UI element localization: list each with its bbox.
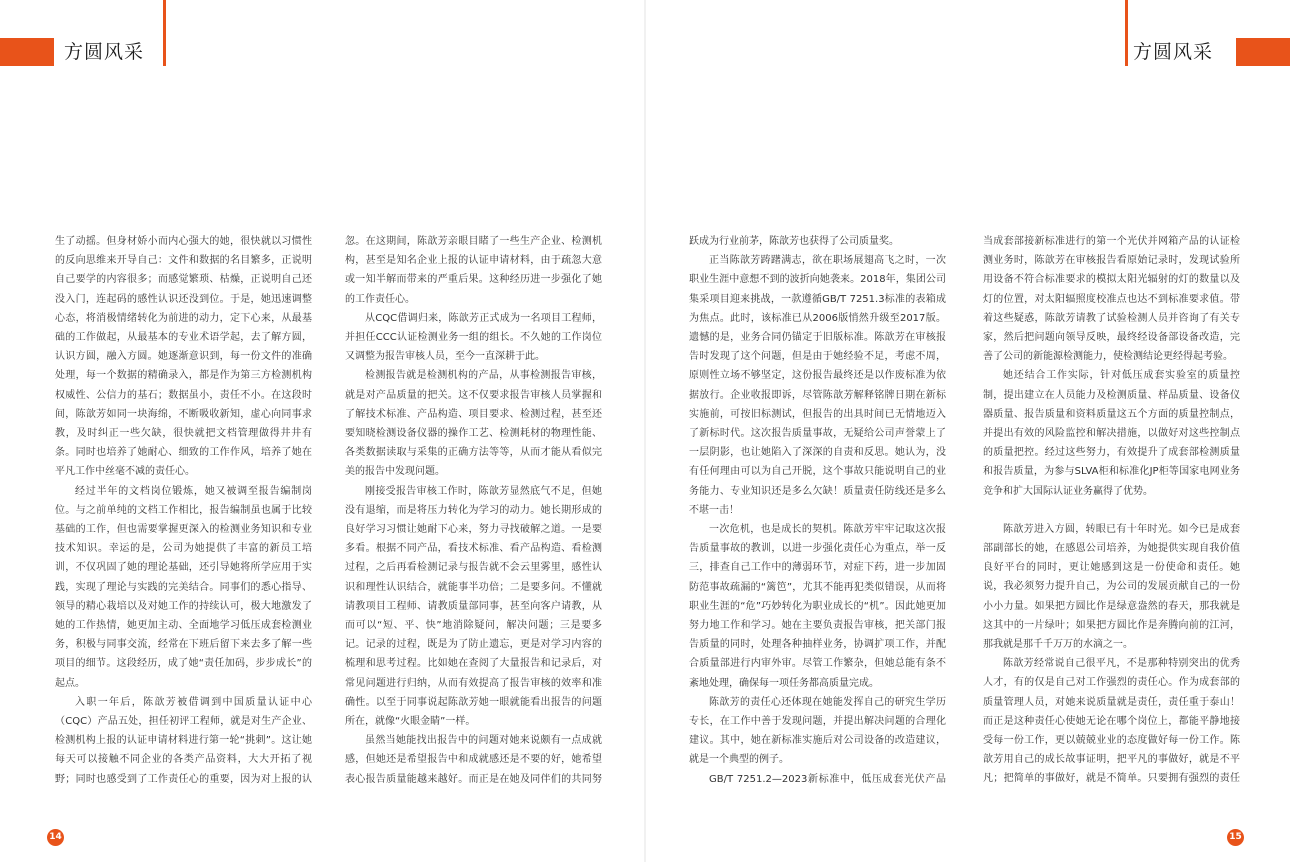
text-column-1 <box>55 232 312 792</box>
paragraph: 一次危机，也是成长的契机。陈歆芳牢牢记取这次报告质量事故的教训，以进一步强化责任心为重点，举一反三，排查自己工作中的薄弱环节，对症下药，进一步加固防范事故疏漏的“篱笆”，尤其不能再犯类似错误，从而将职业生涯的“危”巧妙转化为职业成长的“机”。因此她更加努力地工作和学习。她在主要负责报告审核，把关部门报告质量的同时，处理各种抽样业务，协调扩项工作，并配合质量部进行内审外审。尽管工作繁杂，但她总能有条不紊地处理，确保每一项任务都高质量完成。 <box>689 524 946 689</box>
paragraph: 正当陈歆芳踌躇满志，欲在职场展翅高飞之时，一次职业生涯中意想不到的波折向她袭来。2018年，集团公司集采项目迎来挑战，一款遵循GB/T 7251.3标准的表箱成为焦点。此时，该标准已从2006版悄然升级至2017版。遗憾的是，业务合同仍锚定于旧版标准。陈歆芳在审核报告时发现了这个问题，但是由于她经验不足，考虑不周，原则性立场不够坚定，这份报告最终还是以作废标准为依据放行。企业收报即诉，尽管陈歆芳解释铭牌日期在新标实施前，可按旧标测试，但报告的出具时间已无情地迈入了新标时代。这次报告质量事故，无疑给公司声誉蒙上了一层阴影，也让她陷入了深深的自责和反思。她认为，没有任何理由可以为自己开脱，这个事故只能说明自己的业务能力、专业知识还是多么欠缺！质量责任防线还是多么不堪一击！ <box>689 255 946 516</box>
paragraph: 陈歆芳经常说自己很平凡，不是那种特别突出的优秀人才，有的仅是自己对工作强烈的责任心。作为成套部的质量管理人员，对她来说质量就是责任，责任重于泰山！而正是这种责任心使她无论在哪个岗位上，都能平静地接受每一份工作，更以兢兢业业的态度做好每一份工作。陈歆芳用自己的成长故事证明，把平凡的事做好，就是不平凡；把简单的事做好，就是不简单。只要拥有强烈的责任 <box>983 658 1240 785</box>
paragraph: 虽然当她能找出报告中的问题对她来说颇有一点成就感，但她还是希望报告中和成就感还是不要的好，她希望表心报告质量能越来越好。而正是在她及同伴们的共同努 <box>345 735 602 785</box>
page-number-left: 14 <box>47 829 64 846</box>
paragraph: 入职一年后，陈歆芳被借调到中国质量认证中心（CQC）产品五处，担任初评工程师，就是对生产企业、检测机构上报的认证申请材料进行第一轮“挑刺”。这让她每天可以接触不同企业的各类产品资料，大大开拓了视野；同时也感受到了工作责任心的重要，因为对上报的认 <box>55 696 312 785</box>
paragraph: 刚接受报告审核工作时，陈歆芳显然底气不足，但她没有退缩，而是将压力转化为学习的动力。她长期形成的良好学习习惯让她耐下心来，努力寻找破解之道。一是要多看。根据不同产品，看技术标准、看产品构造、看检测过程，之后再看检测记录与报告就不会云里雾里，感性认识和理性认识结合，就能事半功倍；二是要多问。不懂就请教项目工程师、请教质量部同事，甚至向客户请教，从而可以“短、平、快”地消除疑问，解决问题；三是要多记。记录的过程，既是为了防止遗忘，更是对学习内容的梳理和思考过程。比如她在查阅了大量报告和记录后，对常见问题进行归纳，从而有效提高了报告审核的效率和准确性。以至于同事说起陈歆芳她一眼就能看出报告的问题所在，就像“火眼金睛”一样。 <box>345 485 602 728</box>
header-accent-bar-right <box>1236 38 1290 66</box>
text-column-2 <box>345 232 602 792</box>
paragraph: GB/T 7251.2—2023新标准中，低压成套光伏产品 <box>709 773 946 785</box>
page-number-right: 15 <box>1227 829 1244 846</box>
page-gutter <box>644 0 646 862</box>
paragraph: 当成套部接新标准进行的第一个光伏并网箱产品的认证检测业务时，陈歆芳在审核报告看原始记录时，发现试验所用设备不符合标准要求的模拟太阳光辐射的灯的数量以及灯的位置，对太阳辐照度校准点也达不到标准要求值。带着这些疑惑，陈歆芳请教了试验检测人员并咨询了有关专家，然后把问题向领导反映，最终经设备部设备改造，完善了公司的新能源检测能力，使检测结论更经得起考验。 <box>983 236 1240 363</box>
paragraph: 从CQC借调归来，陈歆芳正式成为一名项目工程师，并担任CCC认证检测业务一组的组长。不久她的工作岗位又调整为报告审核人员，至今一直深耕于此。 <box>345 312 602 363</box>
text-column-4 <box>983 232 1240 792</box>
paragraph: 跃成为行业前茅，陈歆芳也获得了公司质量奖。 <box>689 236 899 247</box>
header-accent-bar-left <box>0 38 54 66</box>
paragraph: 生了动摇。但身材娇小而内心强大的她，很快就以习惯性的反向思维来开导自己：文件和数据的名目繁多，正说明自己要学的内容很多；而感觉繁琐、枯燥，正说明自己还没入门，连起码的感性认识还没到位。于是，她迅速调整心态，将消极情绪转化为前进的动力，定下心来，从最基础的工作做起，从最基本的专业术语学起，去了解方圆，认识方圆，融入方圆。她逐渐意识到，每一份文件的准确处理，每一个数据的精确录入，都是作为第三方检测机构权威性、公信力的基石；数据虽小，责任不小。在这段时间，陈歆芳如同一块海绵，不断吸收新知，虚心向同事求教，及时纠正一些欠缺，很快就把文档管理做得井井有条。同时也培养了她耐心、细致的工作作风，培养了她在平凡工作中丝毫不减的责任心。 <box>55 236 312 478</box>
header-vertical-rule-right <box>1125 0 1128 66</box>
header-vertical-rule-left <box>163 0 166 66</box>
page-title-right: 方圆风采 <box>1133 41 1214 63</box>
text-column-3 <box>689 232 946 792</box>
paragraph: 经过半年的文档岗位锻炼，她又被调至报告编制岗位。与之前单纯的文档工作相比，报告编制虽也属于比较基础的工作，但也需要掌握更深入的检测业务知识和专业技术知识。幸运的是，公司为她提供了丰富的新员工培训，不仅巩固了她的理论基础，还引导她将所学应用于实践，实现了理论与实践的完美结合。同事们的悉心指导、领导的精心栽培以及对她工作的持续认可，极大地激发了她的工作热情，她更加主动、全面地学习低压成套检测业务，积极与同事交流，经常在下班后留下来去多了解一些项目的细节。这段经历，成了她“责任加码，步步成长”的起点。 <box>55 485 312 689</box>
paragraph: 检测报告就是检测机构的产品，从事检测报告审核，就是对产品质量的把关。这不仅要求报告审核人员掌握和了解技术标准、产品构造、项目要求、检测过程，甚至还要知晓检测设备仪器的操作工艺、检测耗材的物理性能、各类数据读取与采集的正确方法等等，从而才能从看似完美的报告中发现问题。 <box>345 370 602 478</box>
paragraph: 她还结合工作实际，针对低压成套实验室的质量控制，提出建立在人员能力及检测质量、样品质量、设备仪器质量、报告质量和资料质量这五个方面的质量控制点，并提出有效的风险监控和解决措施，以做好对这些控制点的质量把控。经过这些努力，有效提升了成套部检测质量和报告质量，为参与SLVA柜和标准化JP柜等国家电网业务竞争和扩大国际认证业务赢得了优势。 <box>983 370 1240 497</box>
page-title-left: 方圆风采 <box>64 41 145 63</box>
paragraph: 忽。在这期间，陈歆芳亲眼目睹了一些生产企业、检测机构，甚至是知名企业上报的认证申请材料，由于疏忽大意或一知半解而带来的严重后果。这种经历进一步强化了她的工作责任心。 <box>345 236 602 305</box>
paragraph: 陈歆芳的责任心还体现在她能发挥自己的研究生学历专长，在工作中善于发现问题，并提出解决问题的合理化建议。其中，她在新标准实施后对公司设备的改造建议，就是一个典型的例子。 <box>689 696 946 766</box>
paragraph: 陈歆芳进入方圆，转眼已有十年时光。如今已是成套部副部长的她，在感恩公司培养，为她提供实现自我价值良好平台的同时，更让她感到这是一份使命和责任。她说，我必须努力提升自己，为公司的发展贡献自己的一份小小力量。如果把方圆比作是绿意盎然的春天，那我就是这其中的一片绿叶；如果把方圆比作是奔腾向前的江河，那我就是那千千万万的水滴之一。 <box>983 523 1240 651</box>
